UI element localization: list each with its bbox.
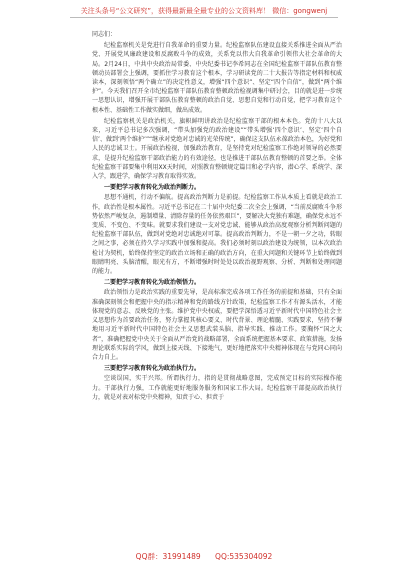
- paragraph: 政治领悟力是政治实践的重要先导，是高标准完成各项工作任务的前提和基础，只有全面准确深刻领会和把握中央的指示精神和党的路线方针政策，纪检监察工作才有源头活水，才能体现党的意志、反映党的主张。维护党中央权威，要把学深悟透习近平新时代中国特色社会主义思想作为首要政治任务，努力掌握其核心要义、时代背景、理论精髓、实践要求，坚持不懈地用习近平新时代中国特色社会主义思想武装头脑、指导实践、推动工作。要胸怀“国之大者”，准确把握党中央关于全面从严治党的战略部署，全面系统把握基本要求、政策措施，发扬理论联系实际的学风，做到上接天线、下接地气，更好地把落实中央精神体现在与党同心同向合力自上。: [92, 289, 342, 361]
- section-heading: 三要把学习教育转化为政治执行力。: [104, 365, 201, 373]
- paragraph-list: [92, 41, 342, 402]
- header-divider: [70, 17, 338, 18]
- document-body: [92, 30, 342, 404]
- paragraph: 纪检监察机关是党进行自我革命的重要力量。纪检监察队伍建设直接关系推进全面从严治党、开展党风廉政建设和反腐败斗争的成效，关系党以伟大自我革命引领伟大社会革命的大局。2月24日，中共中央政治局常委、中央纪委书记李希同志在全国纪检监察干部队伍教育整顿动员部署会上强调，要抓住学习教育这个根本，学习研读党的二十大报告等指定材料和权威读本，深刻领悟“两个确立”的决定性意义，增强“四个意识”、坚定“四个自信”，做到“两个维护”。今天我们召开全市纪检监察干部队伍教育整顿政治检视调集中研讨会，目的就是进一步统一思想认识，增强开展干部队伍教育整顿的政治自觉、思想自觉和行动自觉，把学习教育这个根本性、基础性工作做实做细，做出成效。: [92, 42, 342, 114]
- paragraph: 思想不通机，行动不偏航。提高政治判断力是前提。纪检监察工作从本质上看就是政治工作，政治性是根本属性。习近平总书记在二十届中央纪委二次全会上强调，“当前反腐败斗争形势依然严峻复杂，遏制增量、清除存量的任务依然艰巨”，要解决大党独有难题，确保党永远不变质、不变色、不变味。就要求我们建设一支对党忠诚、能够从政治高度观察分析判断问题的纪检监察干部队伍，做到对党绝对忠诚绝对可靠。提高政治判断力，不是一朝一夕之功，转眼之间之事，必须在持久学习实践中加强和提高。我们必须时刻以政治建设为统领，以本次政治检讨为契机，始终保持坚定的政治立场和正确的政治方向，在重大问题和关键环节上始终做到眼睛明亮、头脑清醒，眼光有方，不断增强时时处处以政治视野观察、分析、判断和处理问题的能力。: [92, 194, 342, 276]
- greeting: 同志们：: [92, 31, 117, 38]
- header-notice: 关注头条号“公文研究”，获得最新最全最专业的公文资料库！ 微信：gongwenj: [80, 7, 328, 15]
- qq-number: QQ:535304092: [215, 552, 273, 561]
- section-heading: 二要把学习教育转化为政治领悟力。: [104, 279, 201, 287]
- qq-group: QQ群：31991489: [135, 552, 201, 561]
- section-heading: 一要把学习教育转化为政治判断力。: [104, 184, 201, 192]
- paragraph: 纪检监察机关是政治机关，旗帜鲜明讲政治是纪检监察干部的根本本色。党的十八大以来，习近平总书记多次强调，“带头加强党的政治建设”“带头增强‘四个意识’、坚定‘四个自信’、做到‘两个维护’”“继承对党绝对忠诚的光荣传统”，确保这支队伍永葆政治本色，为好党和人民的忠诚卫士。开展政治检视，加强政治教育，是坚持党对纪检监察工作绝对领导的必然要求，是提升纪检监察干部政治能力的有效途径，也是推进干部队伍教育整顿的首要之举。全体纪检监察干部要集中利用XX天时间，对照教育整顿规定篇目和必学内容，潜心学、系统学、深入学，跟进学，确保学习教育取得实效。: [92, 117, 342, 181]
- footer-contact: [0, 551, 408, 562]
- paragraph: 空谈误国，实干兴邦。所谓执行力，指的是贯彻战略意图，完成预定目标的实际操作能力。干部执行力强，工作就能更好地服务服务和国家工作大局。纪检监察干部提高政治执行力，就是对表对标党中央精神，知责于心、担责于: [92, 375, 342, 401]
